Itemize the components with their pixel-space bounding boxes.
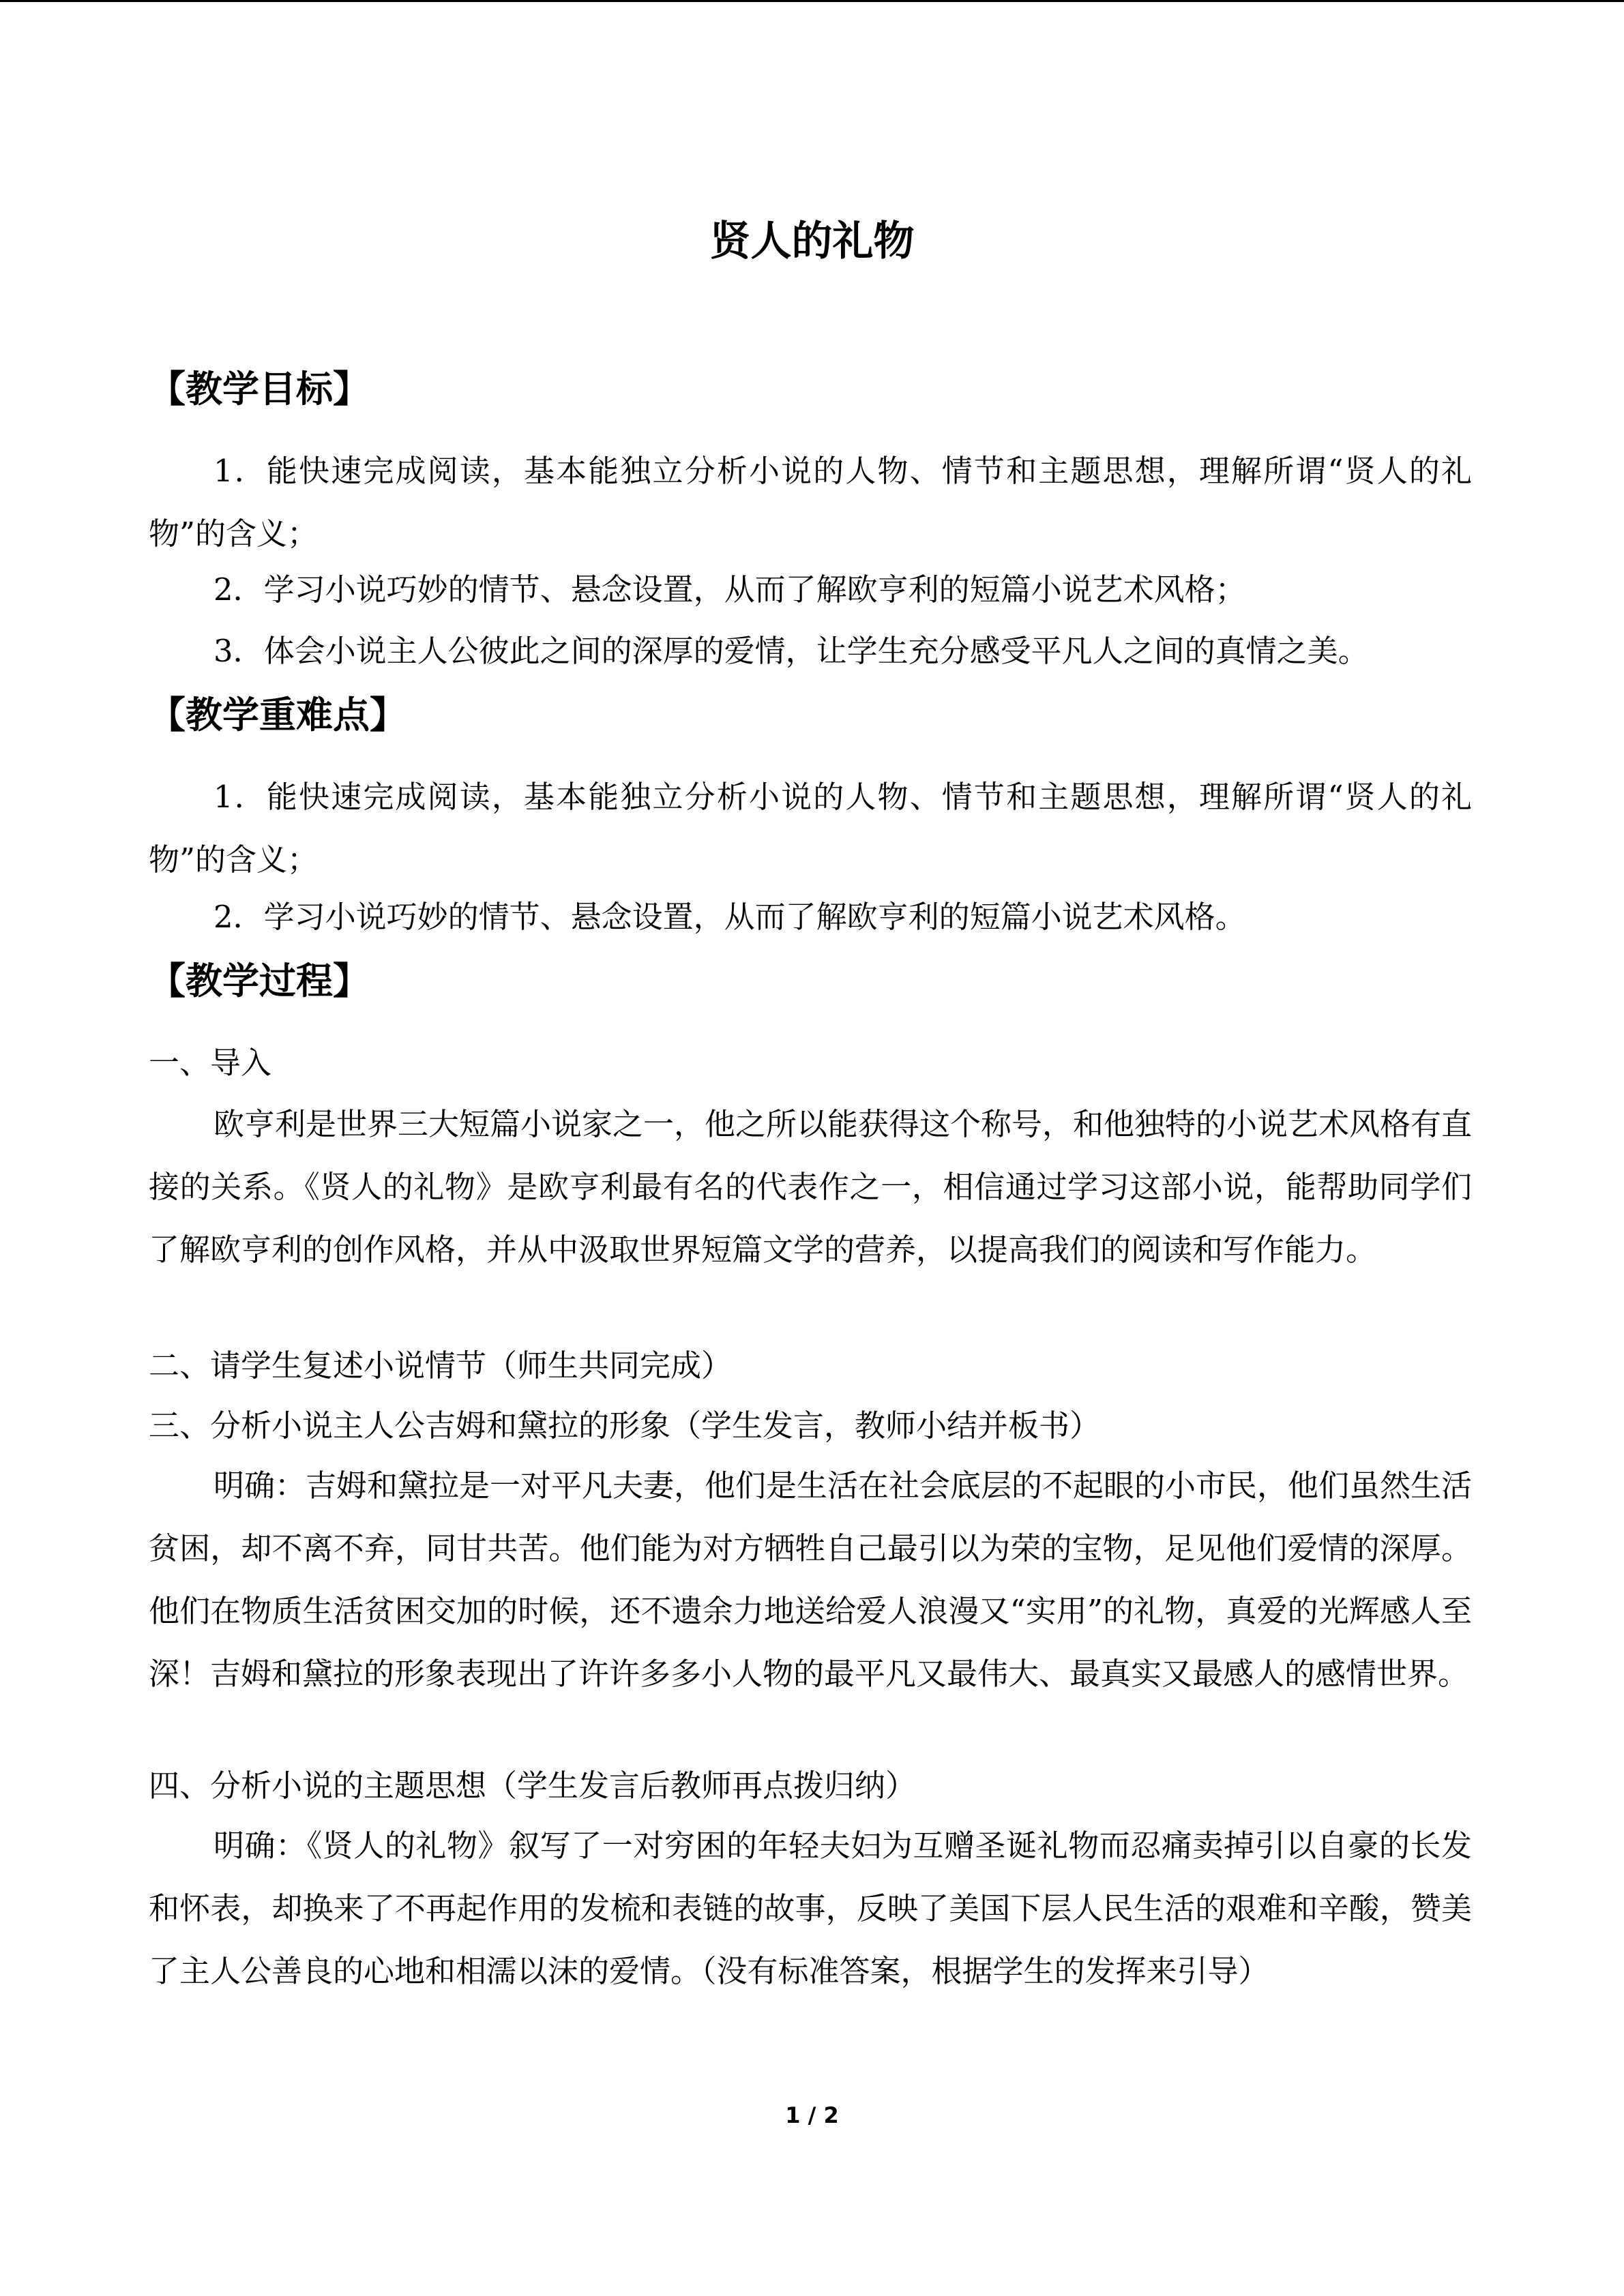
- section-4-title: 四、分析小说的主题思想（学生发言后教师再点拨归纳）: [149, 1768, 917, 1804]
- document-title: 贤人的礼物: [709, 218, 915, 265]
- section-4-text: 明确：《贤人的礼物》叙写了一对穷困的年轻夫妇为互赠圣诞礼物而忍痛卖掉引以自豪的长发和怀表，却换来了不再起作用的发梳和表链的故事，反映了美国下层人民生活的艰难和辛酸，赞美了主人公善良的心地和相濡以沫的爱情。（没有标准答案，根据学生的发挥来引导）: [149, 1828, 1472, 1989]
- objective-item-1: 1．能快速完成阅读，基本能独立分析小说的人物、情节和主题思想，理解所谓“贤人的礼物”的含义；: [149, 453, 1472, 552]
- section-3-text: 明确：吉姆和黛拉是一对平凡夫妻，他们是生活在社会底层的不起眼的小市民，他们虽然生活贫困，却不离不弃，同甘共苦。他们能为对方牺牲自己最引以为荣的宝物，足见他们爱情的深厚。他们在物质生活贫困交加的时候，还不遗余力地送给爱人浪漫又“实用”的礼物，真爱的光辉感人至深！吉姆和黛拉的形象表现出了许许多多小人物的最平凡又最伟大、最真实又最感人的感情世界。: [149, 1467, 1473, 1692]
- heading-objectives: 【教学目标】: [149, 368, 370, 411]
- heading-key-points: 【教学重难点】: [149, 694, 407, 736]
- section-3-title: 三、分析小说主人公吉姆和黛拉的形象（学生发言，教师小结并板书）: [149, 1407, 1101, 1444]
- page-number: 1 / 2: [785, 2102, 839, 2128]
- key-point-item-1: 1．能快速完成阅读，基本能独立分析小说的人物、情节和主题思想，理解所谓“贤人的礼物”的含义；: [149, 779, 1472, 878]
- key-point-item-2: 2．学习小说巧妙的情节、悬念设置，从而了解欧亨利的短篇小说艺术风格。: [213, 899, 1246, 935]
- section-1-text: 欧亨利是世界三大短篇小说家之一，他之所以能获得这个称号，和他独特的小说艺术风格有直接的关系。《贤人的礼物》是欧亨利最有名的代表作之一，相信通过学习这部小说，能帮助同学们了解欧亨利的创作风格，并从中汲取世界短篇文学的营养，以提高我们的阅读和写作能力。: [149, 1106, 1473, 1268]
- heading-process: 【教学过程】: [149, 959, 370, 1002]
- section-2-title: 二、请学生复述小说情节（师生共同完成）: [149, 1347, 733, 1384]
- objective-item-2: 2．学习小说巧妙的情节、悬念设置，从而了解欧亨利的短篇小说艺术风格；: [213, 571, 1246, 608]
- objective-item-3: 3．体会小说主人公彼此之间的深厚的爱情，让学生充分感受平凡人之间的真情之美。: [213, 633, 1369, 669]
- section-1-title: 一、导入: [149, 1045, 272, 1081]
